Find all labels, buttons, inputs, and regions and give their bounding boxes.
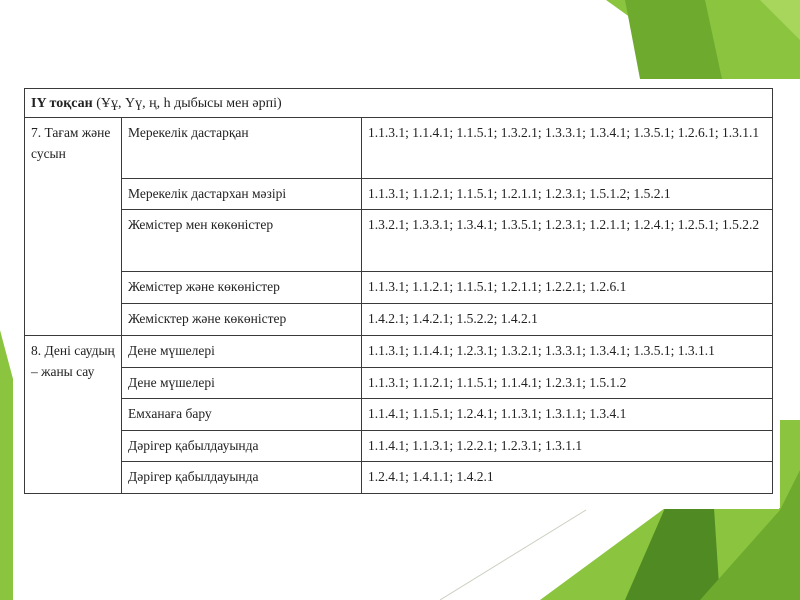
topic-cell: Жемістер және көкөністер xyxy=(122,272,362,304)
table-row xyxy=(25,399,773,431)
topic-cell: Жемістер мен көкөністер xyxy=(122,210,362,272)
codes-cell: 1.4.2.1; 1.4.2.1; 1.5.2.2; 1.4.2.1 xyxy=(362,304,773,336)
table-row xyxy=(25,304,773,336)
codes-cell: 1.1.4.1; 1.1.5.1; 1.2.4.1; 1.1.3.1; 1.3.1.1; 1.3.4.1 xyxy=(362,399,773,431)
section-title-health: 8. Дені саудың – жаны сау xyxy=(25,336,122,494)
table-row xyxy=(25,368,773,399)
codes-cell: 1.1.3.1; 1.1.4.1; 1.1.5.1; 1.3.2.1; 1.3.3.1; 1.3.4.1; 1.3.5.1; 1.2.6.1; 1.3.1.1 xyxy=(362,118,773,179)
codes-cell: 1.1.3.1; 1.1.2.1; 1.1.5.1; 1.2.1.1; 1.2.3.1; 1.5.1.2; 1.5.2.1 xyxy=(362,179,773,210)
table-header-cell xyxy=(25,89,773,118)
table-row xyxy=(25,336,773,368)
topic-cell: Дене мүшелері xyxy=(122,336,362,368)
topic-cell: Мерекелік дастархан мәзірі xyxy=(122,179,362,210)
table-row xyxy=(25,462,773,494)
table-row xyxy=(25,179,773,210)
topic-cell: Емханаға бару xyxy=(122,399,362,431)
topic-cell: Дәрігер қабылдауында xyxy=(122,431,362,462)
codes-cell: 1.1.3.1; 1.1.2.1; 1.1.5.1; 1.1.4.1; 1.2.3.1; 1.5.1.2 xyxy=(362,368,773,399)
table-row xyxy=(25,118,773,179)
topic-cell: Дене мүшелері xyxy=(122,368,362,399)
table-header-row xyxy=(25,89,773,118)
codes-cell: 1.3.2.1; 1.3.3.1; 1.3.4.1; 1.3.5.1; 1.2.3.1; 1.2.1.1; 1.2.4.1; 1.2.5.1; 1.5.2.2 xyxy=(362,210,773,272)
top-right-dark-shape xyxy=(625,0,722,79)
table-row xyxy=(25,272,773,304)
codes-cell: 1.1.3.1; 1.1.2.1; 1.1.5.1; 1.2.1.1; 1.2.2.1; 1.2.6.1 xyxy=(362,272,773,304)
topic-cell: Жемісктер және көкөністер xyxy=(122,304,362,336)
codes-cell: 1.1.4.1; 1.1.3.1; 1.2.2.1; 1.2.3.1; 1.3.1.1 xyxy=(362,431,773,462)
table-row xyxy=(25,210,773,272)
topic-cell: Мерекелік дастарқан xyxy=(122,118,362,179)
codes-cell: 1.2.4.1; 1.4.1.1; 1.4.2.1 xyxy=(362,462,773,494)
topic-cell: Дәрігер қабылдауында xyxy=(122,462,362,494)
quarter-title: IY тоқсан xyxy=(31,96,93,111)
left-green-strip xyxy=(0,330,13,600)
quarter-subtitle: (Ұұ, Үү, ң, һ дыбысы мен әрпі) xyxy=(96,96,282,111)
section-title-food: 7. Тағам және сусын xyxy=(25,118,122,336)
slide-content xyxy=(16,79,779,509)
curriculum-table xyxy=(24,88,773,494)
codes-cell: 1.1.3.1; 1.1.4.1; 1.2.3.1; 1.3.2.1; 1.3.3.1; 1.3.4.1; 1.3.5.1; 1.3.1.1 xyxy=(362,336,773,368)
table-row xyxy=(25,431,773,462)
